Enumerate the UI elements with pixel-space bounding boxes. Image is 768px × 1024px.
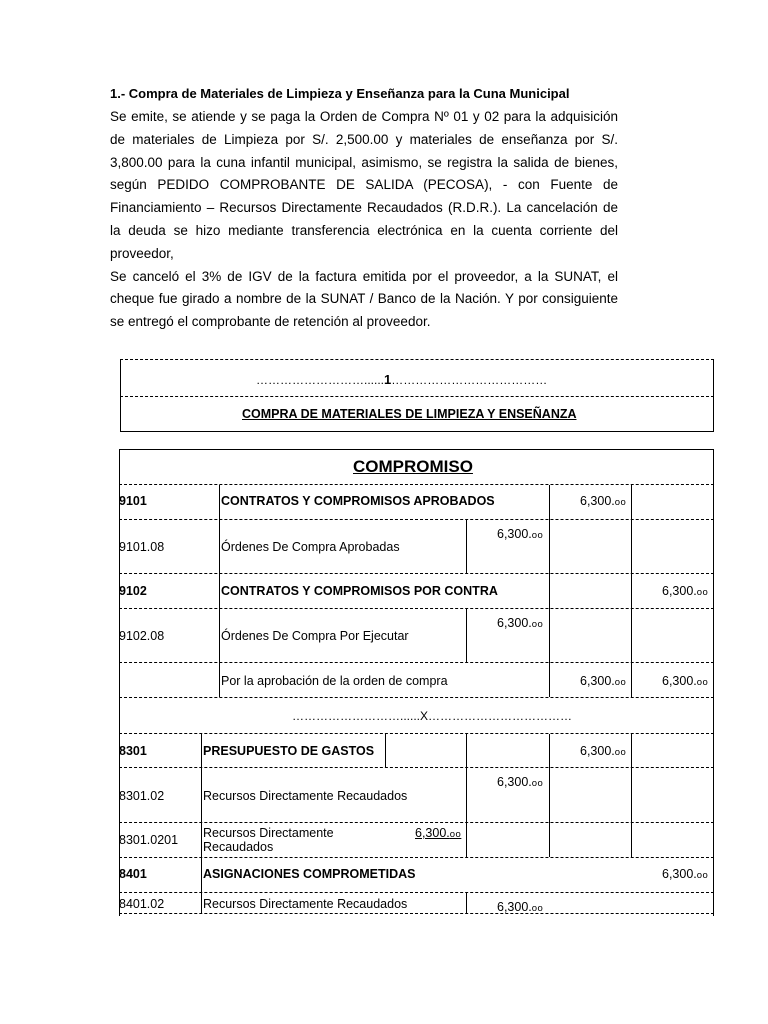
- entry-number: 1: [384, 372, 392, 387]
- account-code: 9101.08: [119, 540, 165, 554]
- entry-number-line: [256, 372, 547, 387]
- section-title: 1.- Compra de Materiales de Limpieza y Enseñanza para la Cuna Municipal: [110, 86, 570, 101]
- box-bottom-border: [120, 431, 714, 432]
- row-divider: [119, 733, 714, 734]
- col-divider: [549, 734, 550, 857]
- col-divider: [466, 734, 467, 857]
- entry-gloss: Por la aprobación de la orden de compra: [221, 674, 448, 688]
- account-desc: CONTRATOS Y COMPROMISOS APROBADOS: [221, 494, 495, 508]
- entry-caption: COMPRA DE MATERIALES DE LIMPIEZA Y ENSEÑANZA: [242, 407, 577, 421]
- amount-debit: 6,300.oo: [580, 744, 627, 758]
- box-right-border: [713, 360, 714, 432]
- dots-right: …………………………………: [391, 373, 548, 387]
- amount-credit: 6,300.oo: [662, 584, 709, 598]
- col-divider: [466, 520, 467, 573]
- ledger-heading: COMPROMISO: [353, 457, 473, 476]
- col-divider: [466, 892, 467, 914]
- row-divider: [119, 573, 714, 574]
- row-divider: [119, 892, 714, 893]
- box-left-border: [120, 360, 121, 432]
- col-divider: [219, 485, 220, 697]
- col-divider: [385, 734, 386, 767]
- row-divider: [119, 608, 714, 609]
- row-divider: [119, 662, 714, 663]
- account-code: 8301: [119, 744, 147, 758]
- amount-credit: 6,300.oo: [662, 867, 709, 881]
- account-code: 9101: [119, 494, 147, 508]
- account-desc: PRESUPUESTO DE GASTOS: [203, 744, 375, 758]
- entry-separator: ………………………......X………………………………: [292, 709, 573, 723]
- account-desc: Recursos Directamente Recaudados: [203, 789, 408, 803]
- account-desc: Órdenes De Compra Aprobadas: [221, 540, 400, 554]
- account-desc: CONTRATOS Y COMPROMISOS POR CONTRA: [221, 584, 498, 598]
- amount-credit: 6,300.oo: [662, 674, 709, 688]
- box-top-border: [120, 359, 714, 360]
- row-divider: [119, 857, 714, 858]
- account-code: 9102: [119, 584, 147, 598]
- amount-debit: 6,300.oo: [580, 494, 627, 508]
- account-desc-line2: Recaudados: [203, 840, 274, 854]
- col-divider: [631, 734, 632, 857]
- account-desc: ASIGNACIONES COMPROMETIDAS: [203, 867, 416, 881]
- amount-partial: 6,300.oo: [497, 775, 544, 789]
- account-desc: [203, 826, 334, 854]
- account-code: 9102.08: [119, 629, 165, 643]
- row-divider: [119, 697, 714, 698]
- account-desc: Órdenes De Compra Por Ejecutar: [221, 629, 409, 643]
- col-divider: [549, 485, 550, 697]
- amount-partial: 6,300.oo: [497, 527, 544, 541]
- dots-left: ………………………......: [256, 373, 385, 387]
- account-code: 8301.0201: [119, 833, 179, 847]
- box-mid-border: [120, 396, 714, 397]
- intro-section: [110, 84, 618, 334]
- amount-subpartial: 6,300.oo: [415, 826, 462, 840]
- intro-paragraph-2: Se canceló el 3% de IGV de la factura emitida por el proveedor, a la SUNAT, el cheque fue girado a nombre de la SUNAT / Banco de la Nación. Y por consiguiente se entregó el comprobante de retención al proveedor.: [110, 268, 618, 330]
- ledger-top-border: [119, 449, 714, 450]
- col-divider: [631, 485, 632, 697]
- amount-partial: 6,300.oo: [497, 616, 544, 630]
- col-divider: [466, 609, 467, 662]
- row-divider: [119, 519, 714, 520]
- account-code: 8401.02: [119, 897, 165, 911]
- account-code: 8301.02: [119, 789, 165, 803]
- account-desc: Recursos Directamente Recaudados: [203, 897, 408, 911]
- row-divider: [119, 913, 714, 914]
- row-divider: [119, 484, 714, 485]
- intro-paragraph-1: Se emite, se atiende y se paga la Orden de Compra Nº 01 y 02 para la adquisición de materiales de Limpieza por S/. 2,500.00 y materiales de enseñanza por S/. 3,800.00 para la cuna infantil municipal, asimismo, se registra la salida de bienes, según PEDIDO COMPROBANTE DE SALIDA (PECOSA), - con Fuente de Financiamiento – Recursos Directamente Recaudados (R.D.R.). La cancelación de la deuda se hizo mediante transferencia electrónica en la cuenta corriente del proveedor,: [110, 109, 618, 261]
- col-divider: [201, 734, 202, 914]
- account-desc-line1: Recursos Directamente: [203, 826, 334, 840]
- row-divider: [119, 767, 714, 768]
- amount-debit: 6,300.oo: [580, 674, 627, 688]
- account-code: 8401: [119, 867, 147, 881]
- amount-partial: 6,300.oo: [497, 900, 544, 914]
- row-divider: [119, 822, 714, 823]
